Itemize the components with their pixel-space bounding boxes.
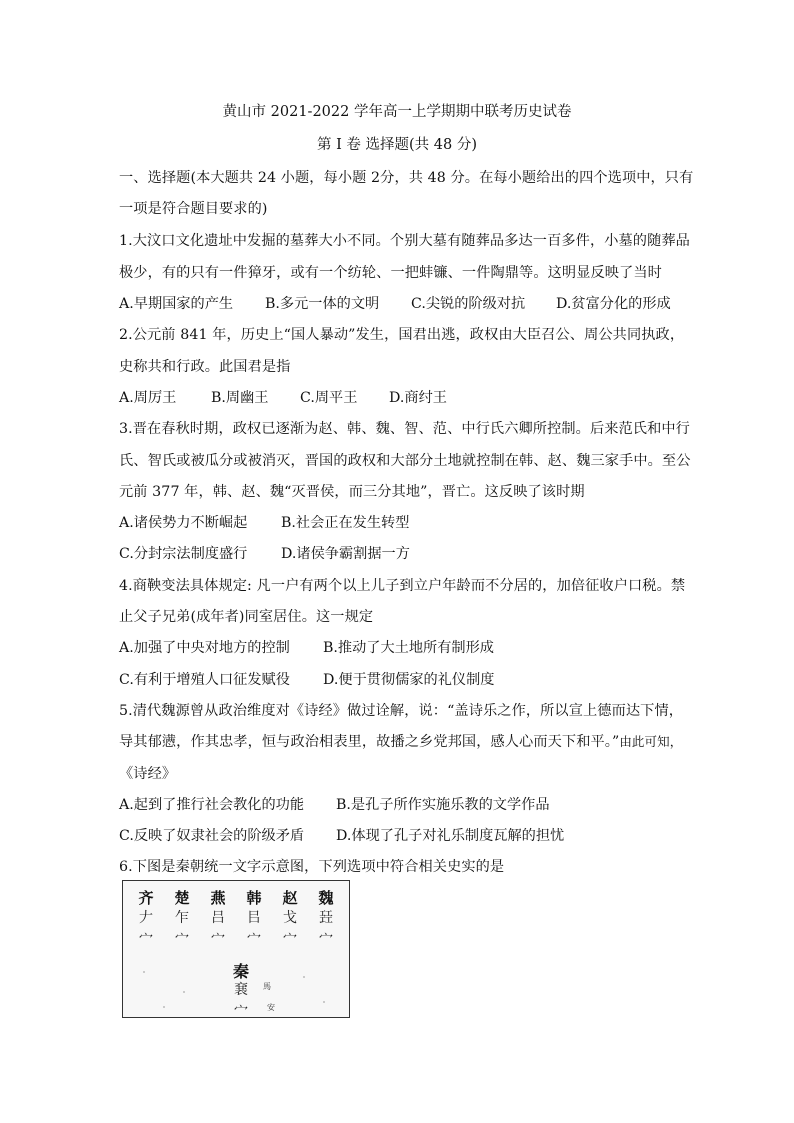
q5-stem-line1: 5.清代魏源曾从政治维度对《诗经》做过诠解，说：“盖诗乐之作，所以宣上德而达下情， [119,703,684,719]
state-name: 赵 [282,889,298,907]
section-instructions-line2: 一项是符合题目要求的) [119,201,268,217]
state-name: 魏 [318,889,334,907]
print-speck [143,971,145,973]
q5-option-c[interactable]: C.反映了奴隶社会的阶级矛盾 [119,828,305,844]
seal-glyph: 㠭 [319,910,333,926]
q1-stem-line1: 1.大汶口文化遗址中发掘的墓葬大小不同。个别大墓有随葬品多达一百多件，小墓的随葬品 [119,233,690,249]
q1-option-c[interactable]: C.尖锐的阶级对抗 [411,296,526,312]
exam-subtitle: 第 I 卷 选择题(共 48 分) [316,137,478,153]
state-han [237,887,271,951]
q2-stem-line1: 2.公元前 841 年，历史上“国人暴动”发生，国君出逃，政权由大臣召公、周公共同执政， [119,327,685,343]
q5-option-d[interactable]: D.体现了孔子对礼乐制度瓦解的担忧 [336,828,565,844]
q2-option-c[interactable]: C.周平王 [300,390,358,406]
seal-glyph: 宀 [139,932,153,948]
seal-glyph: 宀 [319,932,333,948]
q4-option-c[interactable]: C.有利于增殖人口征发赋役 [119,672,290,688]
q3-stem-line3: 元前 377 年，韩、赵、魏“灭晋侯，而三分其地”，晋亡。这反映了该时期 [119,484,585,500]
print-speck [163,1006,165,1008]
q2-option-d[interactable]: D.商纣王 [389,390,447,406]
state-name: 秦 [232,962,249,981]
state-name: 楚 [174,889,190,907]
q5-option-b[interactable]: B.是孔子所作实施乐教的文学作品 [336,797,550,813]
seal-glyph: 宀 [211,932,225,948]
state-wei [309,887,343,951]
q1-stem-line2: 极少，有的只有一件獐牙，或有一个纺轮、一把蚌镰、一件陶鼎等。这明显反映了当时 [119,265,662,281]
q2-stem-line2: 史称共和行政。此国君是指 [119,359,291,375]
q5-stem-line3: 《诗经》 [119,766,177,782]
q4-option-a[interactable]: A.加强了中央对地方的控制 [119,640,290,656]
figure-side-note: 安 [267,1003,275,1012]
qin-script-unification-figure [122,880,350,1018]
exam-title: 黄山市 2021-2022 学年高一上学期期中联考历史试卷 [222,104,572,120]
q5-stem-line2 [119,731,682,751]
q1-option-b[interactable]: B.多元一体的文明 [265,296,380,312]
seal-glyph: 𠂇 [139,910,153,926]
figure-states-row [129,887,343,951]
seal-glyph: 乍 [175,910,189,926]
q4-stem-line1: 4.商鞅变法具体规定: 凡一户有两个以上儿子到立户年龄而不分居的，加倍征收户口税。禁 [119,578,686,594]
print-speck [183,991,185,993]
state-qin [221,959,261,1023]
q5-option-a[interactable]: A.起到了推行社会教化的功能 [119,797,305,813]
print-speck [303,976,305,978]
q5-stem-line2-quote: 导其郁懑，作其忠孝，恒与政治相表里，故播之乡党邦国，感人心而天下和平。” [119,734,620,750]
q6-stem-line1: 6.下图是秦朝统一文字示意图，下列选项中符合相关史实的是 [119,859,505,875]
q3-stem-line2: 氏、智氏或被瓜分或被消灭，晋国的政权和大部分土地就控制在韩、赵、魏三家手中。至公 [119,453,691,469]
q2-option-a[interactable]: A.周厉王 [119,390,177,406]
print-speck [323,1001,325,1003]
state-yan [201,887,235,951]
q3-option-a[interactable]: A.诸侯势力不断崛起 [119,515,248,531]
q3-option-b[interactable]: B.社会正在发生转型 [281,515,410,531]
seal-glyph: 宀 [247,932,261,948]
state-name: 韩 [246,889,262,907]
q1-option-d[interactable]: D.贫富分化的形成 [556,296,671,312]
seal-glyph: 宀 [175,932,189,948]
state-chu [165,887,199,951]
seal-glyph: 戈 [283,910,297,926]
state-zhao [273,887,307,951]
state-name: 齐 [138,889,154,907]
q3-stem-line1: 3.晋在春秋时期，政权已逐渐为赵、韩、魏、智、范、中行氏六卿所控制。后来范氏和中行 [119,421,690,437]
q3-option-c[interactable]: C.分封宗法制度盛行 [119,546,248,562]
seal-glyph: 㐮 [234,982,248,998]
figure-side-note: 馬 [263,982,271,991]
state-name: 燕 [210,889,226,907]
q4-stem-line2: 止父子兄弟(成年者)同室居住。这一规定 [119,609,374,625]
seal-glyph: 宀 [234,1004,248,1020]
q2-option-b[interactable]: B.周幽王 [211,390,269,406]
q4-option-b[interactable]: B.推动了大土地所有制形成 [323,640,494,656]
q4-option-d[interactable]: D.便于贯彻儒家的礼仪制度 [323,672,495,688]
seal-glyph: 吕 [211,910,225,926]
seal-glyph: 㠯 [247,910,261,926]
q1-option-a[interactable]: A.早期国家的产生 [119,296,234,312]
section-instructions-line1: 一、选择题(本大题共 24 小题，每小题 2分，共 48 分。在每小题给出的四个选项中，只有 [119,170,694,186]
seal-glyph: 宀 [283,932,297,948]
state-qi [129,887,163,951]
q5-stem-line2-tail: 由此可知， [619,734,683,749]
q3-option-d[interactable]: D.诸侯争霸割据一方 [281,546,410,562]
